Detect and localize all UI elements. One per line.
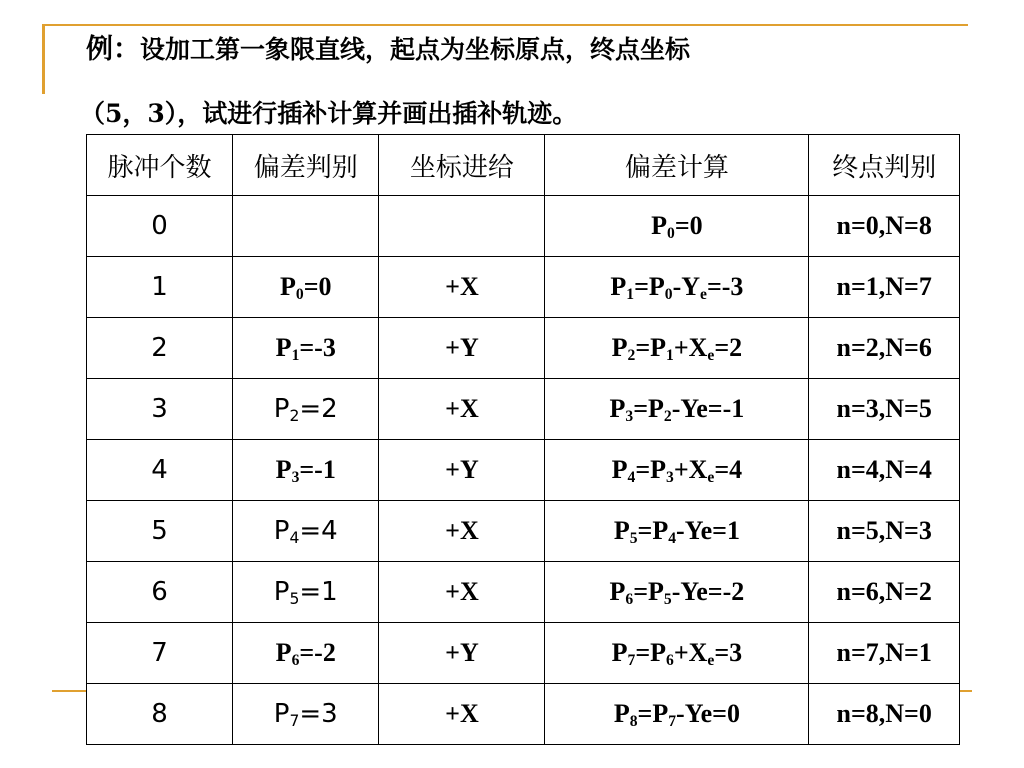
table-row [87, 684, 960, 745]
cell-coordinate-feed [379, 196, 545, 257]
table-row [87, 501, 960, 562]
cell-endpoint-judge: n=8,N=0 [809, 684, 960, 745]
table-row [87, 562, 960, 623]
cell-endpoint-judge: n=5,N=3 [809, 501, 960, 562]
cell-deviation-judge: $P_4=4$ [233, 501, 379, 562]
cell-endpoint-judge: n=2,N=6 [809, 318, 960, 379]
cell-deviation-judge: $P_6=-2$ [233, 623, 379, 684]
accent-top-line [42, 24, 968, 26]
accent-left-line [42, 24, 45, 94]
problem-line-2: （5，3），试进行插补计算并画出插补轨迹。 [80, 99, 578, 128]
cell-deviation-calc: $P_8=P_7-Ye=0$ [545, 684, 809, 745]
cell-pulse-count: 3 [87, 379, 233, 440]
cell-deviation-calc: $P_0=0$ [545, 196, 809, 257]
cell-endpoint-judge: n=4,N=4 [809, 440, 960, 501]
cell-coordinate-feed: +X [379, 562, 545, 623]
cell-pulse-count: 5 [87, 501, 233, 562]
cell-deviation-judge [233, 196, 379, 257]
cell-endpoint-judge: n=7,N=1 [809, 623, 960, 684]
table-header-row [87, 135, 960, 196]
cell-coordinate-feed: +X [379, 501, 545, 562]
cell-deviation-calc: $P_5=P_4-Ye=1$ [545, 501, 809, 562]
cell-endpoint-judge: n=6,N=2 [809, 562, 960, 623]
cell-endpoint-judge: n=1,N=7 [809, 257, 960, 318]
table-row [87, 196, 960, 257]
cell-pulse-count: 6 [87, 562, 233, 623]
cell-deviation-calc: $P_2=P_1+X_e=2$ [545, 318, 809, 379]
cell-coordinate-feed: +X [379, 257, 545, 318]
cell-pulse-count: 8 [87, 684, 233, 745]
cell-pulse-count: 1 [87, 257, 233, 318]
cell-deviation-judge: $P_7=3$ [233, 684, 379, 745]
cell-deviation-judge: $P_2=2$ [233, 379, 379, 440]
cell-deviation-judge: $P_3=-1$ [233, 440, 379, 501]
cell-deviation-calc: $P_7=P_6+X_e=3$ [545, 623, 809, 684]
cell-deviation-calc: $P_1=P_0-Y_e=-3$ [545, 257, 809, 318]
cell-deviation-calc: $P_4=P_3+X_e=4$ [545, 440, 809, 501]
cell-endpoint-judge: n=3,N=5 [809, 379, 960, 440]
cell-deviation-judge: $P_0=0$ [233, 257, 379, 318]
cell-deviation-judge: $P_1=-3$ [233, 318, 379, 379]
problem-line-1 [86, 28, 690, 72]
cell-coordinate-feed: +X [379, 379, 545, 440]
cell-pulse-count: 0 [87, 196, 233, 257]
table-row [87, 440, 960, 501]
cell-coordinate-feed: +Y [379, 440, 545, 501]
header-deviation-calc: 偏差计算 [545, 135, 809, 196]
cell-deviation-calc: $P_3=P_2-Ye=-1$ [545, 379, 809, 440]
header-coordinate-feed: 坐标进给 [379, 135, 545, 196]
cell-coordinate-feed: +Y [379, 623, 545, 684]
problem-label: 例： [86, 34, 140, 65]
cell-coordinate-feed: +Y [379, 318, 545, 379]
header-endpoint-judge: 终点判别 [809, 135, 960, 196]
cell-deviation-calc: $P_6=P_5-Ye=-2$ [545, 562, 809, 623]
table-row [87, 379, 960, 440]
table-row [87, 257, 960, 318]
interpolation-table [86, 134, 960, 745]
cell-pulse-count: 2 [87, 318, 233, 379]
table-row [87, 623, 960, 684]
cell-coordinate-feed: +X [379, 684, 545, 745]
problem-text-1: 设加工第一象限直线，起点为坐标原点，终点坐标 [140, 35, 691, 64]
cell-pulse-count: 7 [87, 623, 233, 684]
cell-endpoint-judge: n=0,N=8 [809, 196, 960, 257]
header-deviation-judge: 偏差判别 [233, 135, 379, 196]
cell-deviation-judge: $P_5=1$ [233, 562, 379, 623]
table-body [87, 196, 960, 745]
table-row [87, 318, 960, 379]
cell-pulse-count: 4 [87, 440, 233, 501]
header-pulse-count: 脉冲个数 [87, 135, 233, 196]
